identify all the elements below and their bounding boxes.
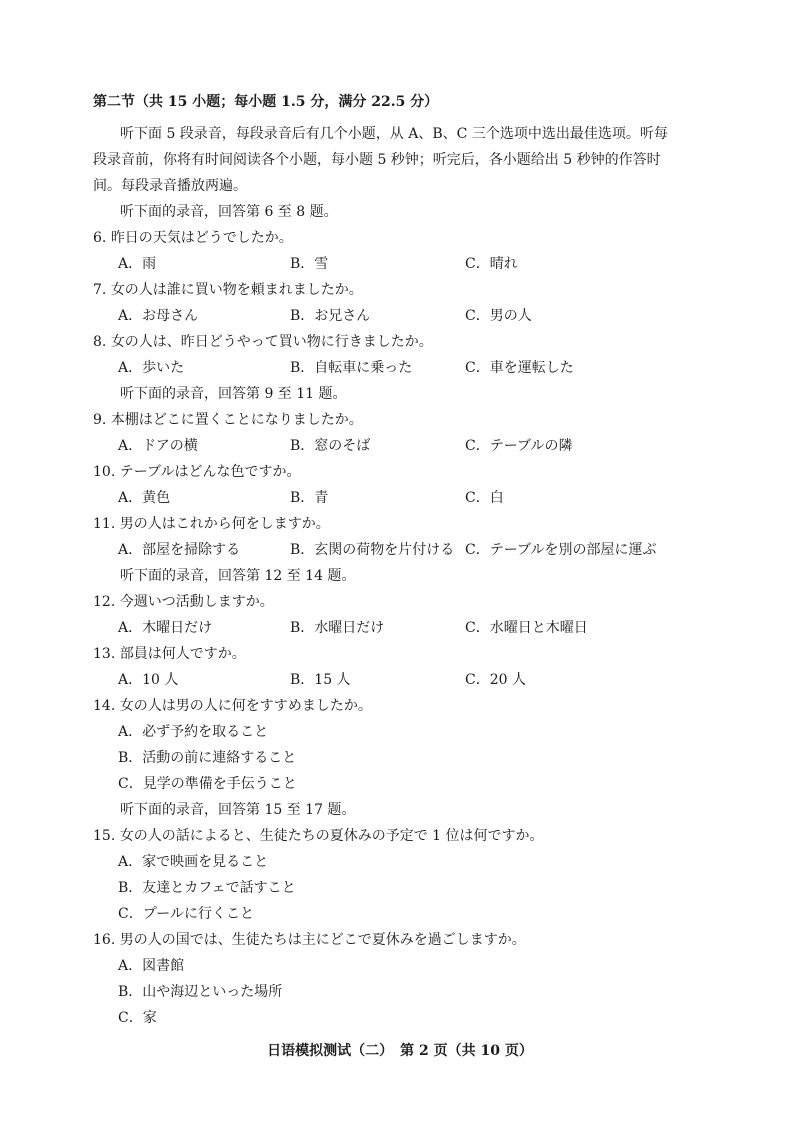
- option-c: C．男の人: [465, 308, 532, 324]
- option-b: B．友達とカフェで話すこと: [118, 880, 296, 896]
- option-a: A．木曜日だけ: [118, 620, 213, 636]
- question-number: 9.: [93, 412, 107, 428]
- question-text: 男の人はこれから何をしますか。: [119, 516, 330, 532]
- option-a: A．黄色: [118, 490, 171, 506]
- question-text: 男の人の国では、生徒たちは主にどこで夏休みを過ごしますか。: [119, 932, 526, 948]
- option-c: C．水曜日と木曜日: [465, 620, 588, 636]
- section-heading: 第二节（共 15 小题；每小题 1.5 分，满分 22.5 分）: [93, 94, 439, 110]
- option-c: C．晴れ: [465, 256, 518, 272]
- option-b: B．玄関の荷物を片付ける: [290, 542, 455, 558]
- question-item: [93, 826, 544, 846]
- group-prompt: 听下面的录音，回答第 6 至 8 题。: [120, 204, 338, 220]
- option-c: C．白: [465, 490, 504, 506]
- question-item: [93, 592, 274, 612]
- instruction-line: 段录音前，你将有时间阅读各个小题，每小题 5 秒钟；听完后，各小题给出 5 秒钟的作答时: [93, 152, 661, 168]
- page-footer: 日语模拟测试（二） 第 2 页（共 10 页）: [267, 1043, 533, 1059]
- option-a: A．部屋を掃除する: [118, 542, 241, 558]
- question-number: 8.: [93, 334, 107, 350]
- question-text: 女の人は、昨日どうやって買い物に行きましたか。: [110, 334, 433, 350]
- option-b: B．活動の前に連絡すること: [118, 750, 297, 766]
- option-b: B．窓のそば: [290, 438, 371, 454]
- option-c: C．家: [118, 1010, 157, 1026]
- question-number: 6.: [93, 230, 107, 246]
- option-b: B．15 人: [290, 672, 351, 688]
- option-c: C．テーブルを別の部屋に運ぶ: [465, 542, 657, 558]
- question-item: [93, 462, 300, 482]
- question-number: 12.: [93, 594, 116, 610]
- group-prompt: 听下面的录音，回答第 15 至 17 题。: [120, 802, 356, 818]
- question-text: 女の人は男の人に何をすすめましたか。: [119, 698, 372, 714]
- group-prompt: 听下面的录音，回答第 9 至 11 题。: [120, 386, 347, 402]
- question-number: 14.: [93, 698, 116, 714]
- option-a: A．家で映画を見ること: [118, 854, 269, 870]
- instruction-line: 间。每段录音播放两遍。: [93, 178, 247, 194]
- option-a: A．ドアの横: [118, 438, 198, 454]
- option-a: A．歩いた: [118, 360, 185, 376]
- question-text: 女の人は誰に買い物を頼まれましたか。: [110, 282, 363, 298]
- question-text: 部員は何人ですか。: [119, 646, 246, 662]
- option-a: A．10 人: [118, 672, 179, 688]
- question-number: 7.: [93, 282, 107, 298]
- option-a: A．必ず予約を取ること: [118, 724, 269, 740]
- question-number: 15.: [93, 828, 116, 844]
- option-b: B．雪: [290, 256, 329, 272]
- option-a: A．お母さん: [118, 308, 199, 324]
- option-c: C．テーブルの隣: [465, 438, 573, 454]
- option-a: A．図書館: [118, 958, 185, 974]
- question-item: [93, 930, 526, 950]
- question-text: 本棚はどこに置くことになりましたか。: [110, 412, 363, 428]
- group-prompt: 听下面的录音，回答第 12 至 14 题。: [120, 568, 356, 584]
- question-item: [93, 696, 372, 716]
- question-number: 13.: [93, 646, 116, 662]
- question-item: [93, 410, 363, 430]
- question-text: 女の人の話によると、生徒たちの夏休みの予定で 1 位は何ですか。: [119, 828, 544, 844]
- option-b: B．自転車に乗った: [290, 360, 413, 376]
- question-text: 昨日の天気はどうでしたか。: [110, 230, 293, 246]
- option-c: C．見学の準備を手伝うこと: [118, 776, 297, 792]
- option-c: C．車を運転した: [465, 360, 574, 376]
- question-number: 11.: [93, 516, 116, 532]
- question-text: 今週いつ活動しますか。: [119, 594, 274, 610]
- question-number: 16.: [93, 932, 116, 948]
- question-number: 10.: [93, 464, 116, 480]
- instruction-line: 听下面 5 段录音，每段录音后有几个小题，从 A、B、C 三个选项中选出最佳选项。听每: [120, 126, 668, 142]
- option-a: A．雨: [118, 256, 157, 272]
- option-b: B．お兄さん: [290, 308, 371, 324]
- question-item: [93, 514, 330, 534]
- option-b: B．水曜日だけ: [290, 620, 385, 636]
- question-item: [93, 280, 363, 300]
- option-c: C．20 人: [465, 672, 526, 688]
- question-item: [93, 228, 293, 248]
- question-item: [93, 644, 246, 664]
- option-b: B．青: [290, 490, 329, 506]
- option-c: C．プールに行くこと: [118, 906, 255, 922]
- question-text: テーブルはどんな色ですか。: [119, 464, 301, 480]
- question-item: [93, 332, 433, 352]
- option-b: B．山や海辺といった場所: [118, 984, 283, 1000]
